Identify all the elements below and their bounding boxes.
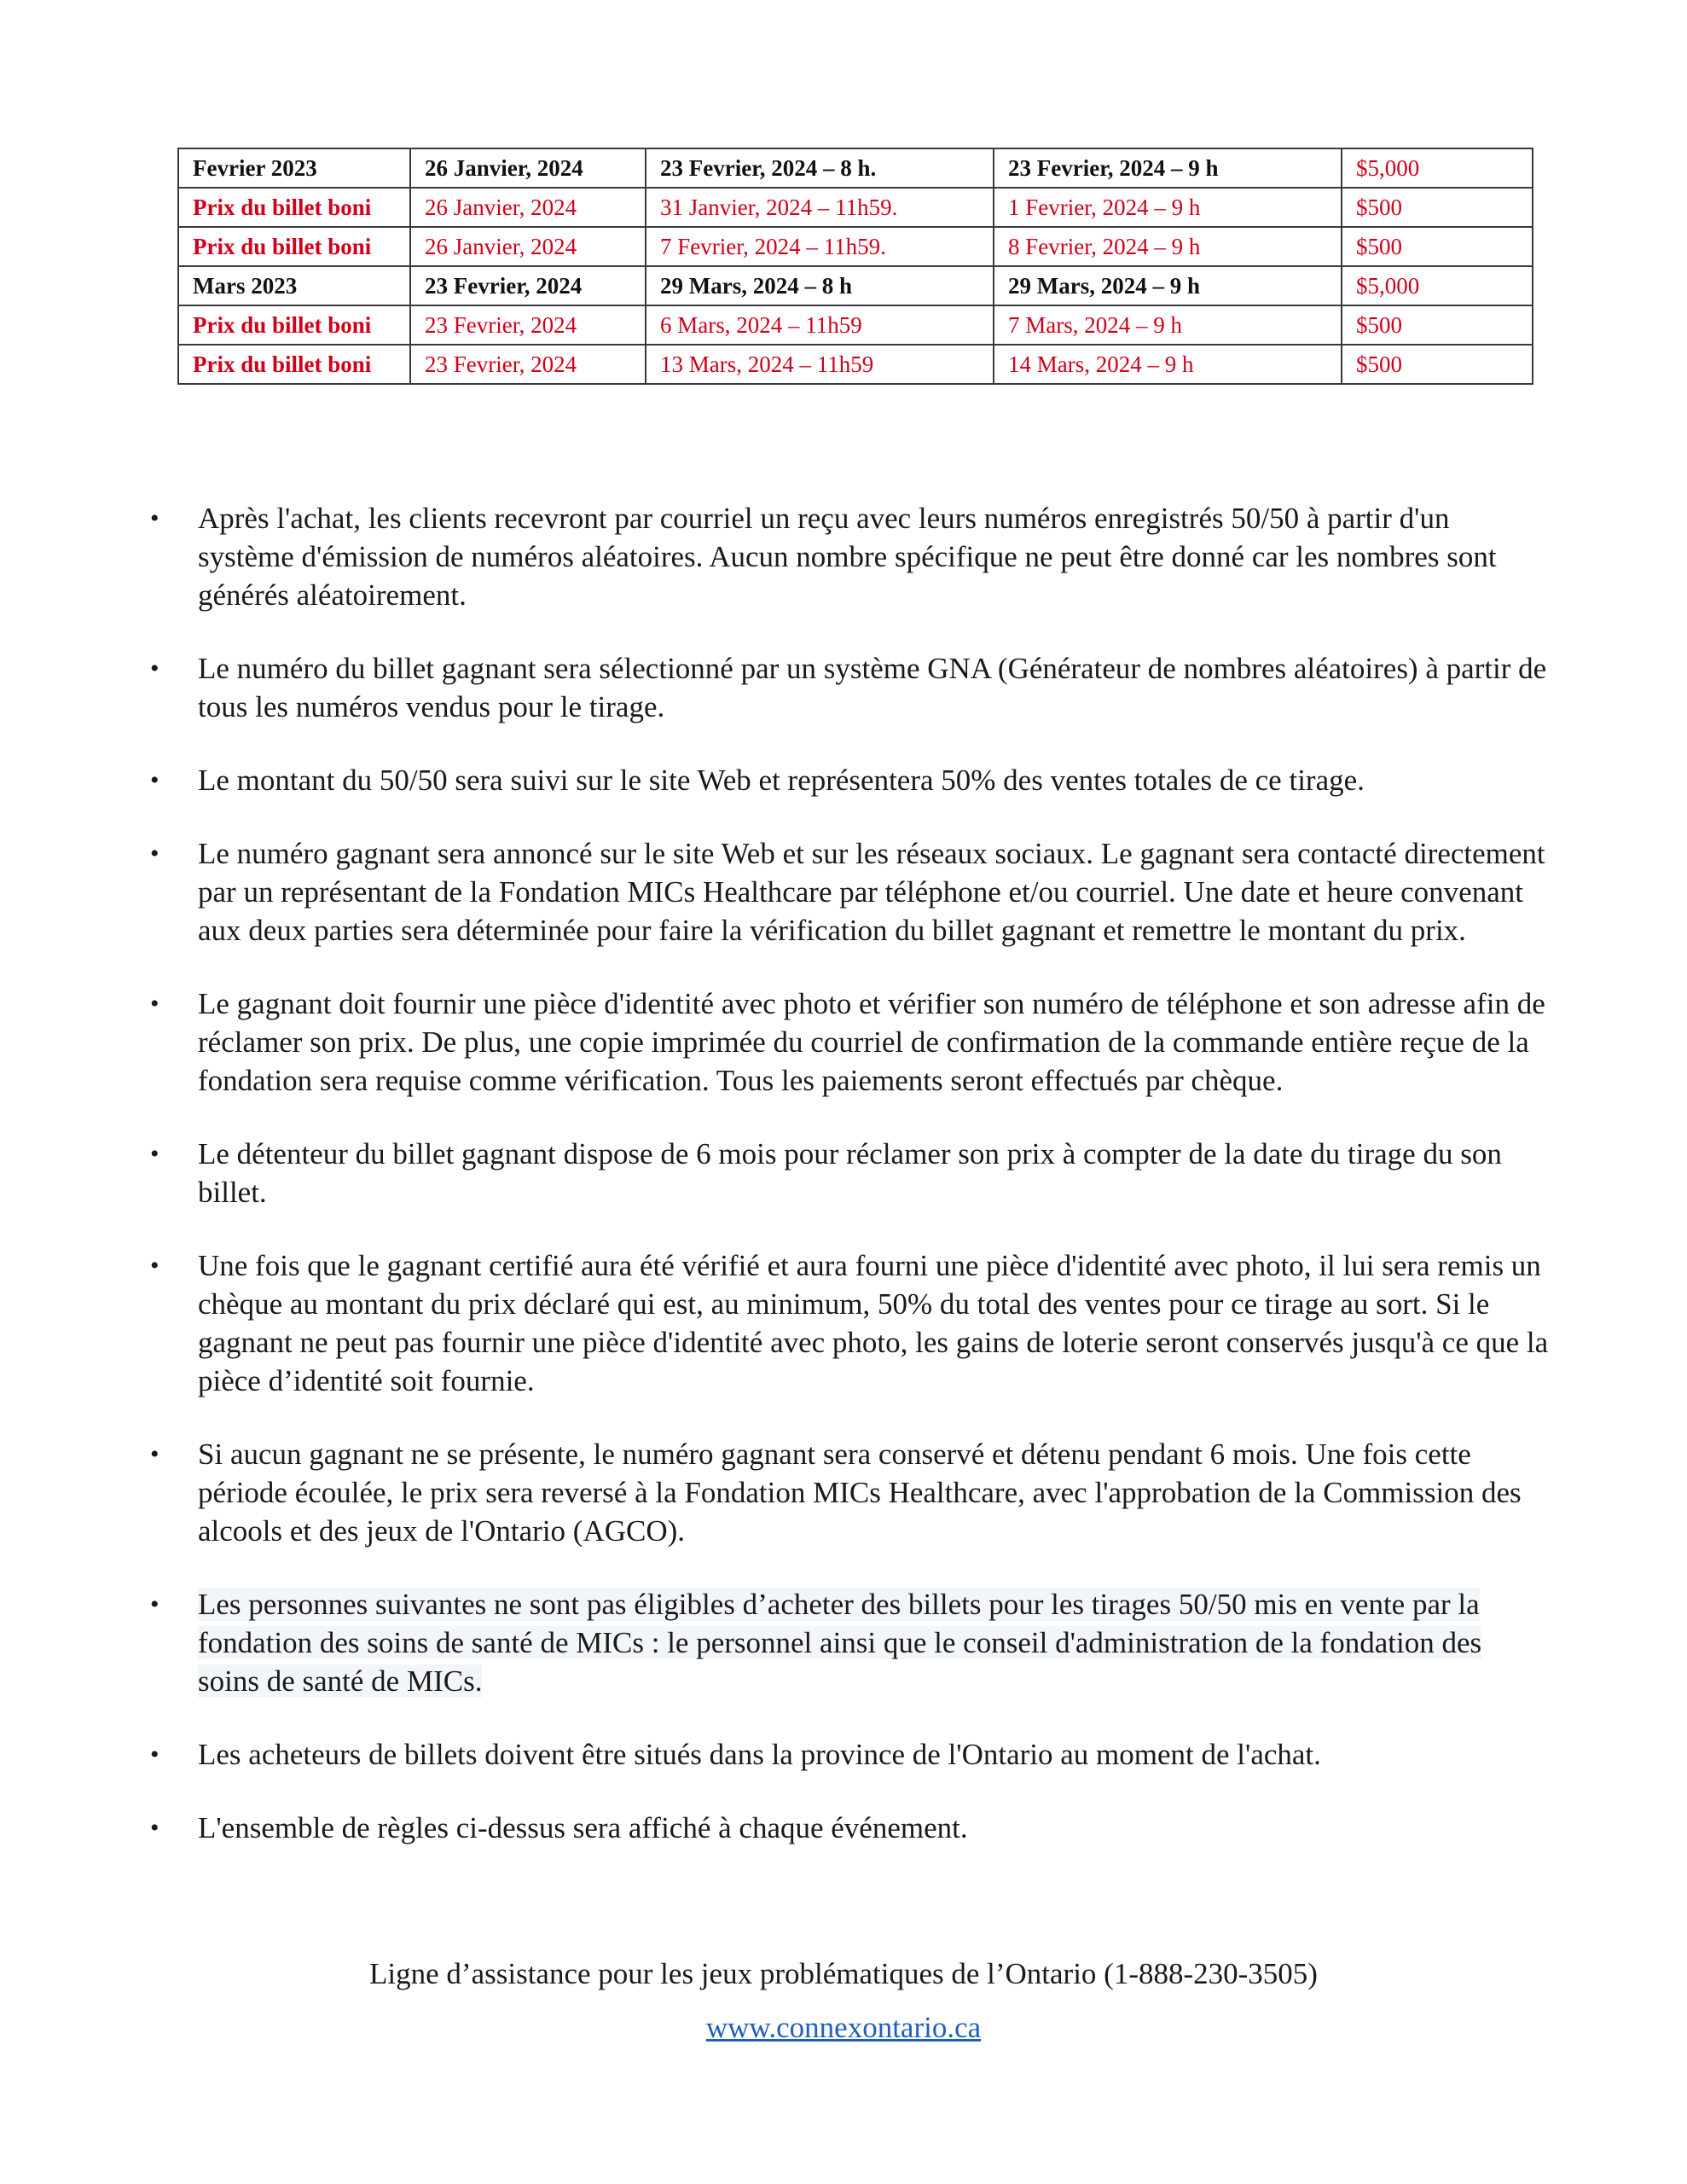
prize-amount-cell: $5,000 [1342, 148, 1533, 188]
draw-name-cell: Prix du billet boni [178, 345, 410, 384]
list-item [150, 1585, 1549, 1700]
table-row [178, 305, 1533, 345]
bullet-icon: • [150, 1440, 159, 1468]
draw-date-cell: 29 Mars, 2024 – 9 h [994, 266, 1342, 305]
sales-end-cell: 29 Mars, 2024 – 8 h [646, 266, 994, 305]
bullet-icon: • [150, 766, 159, 794]
draw-name-cell: Fevrier 2023 [178, 148, 410, 188]
draw-date-cell: 14 Mars, 2024 – 9 h [994, 345, 1342, 384]
draw-name-cell: Prix du billet boni [178, 188, 410, 227]
sales-end-cell: 13 Mars, 2024 – 11h59 [646, 345, 994, 384]
rules-list [150, 499, 1549, 1882]
rule-text: Si aucun gagnant ne se présente, le numéro gagnant sera conservé et détenu pendant 6 mois. Une fois cette période écoulée, le prix sera reversé à la Fondation MICs Healthcare, avec l'approbation de la Commission des alcools et des jeux de l'Ontario (AGCO). [198, 1438, 1522, 1548]
connexontario-link[interactable]: www.connexontario.ca [705, 2011, 982, 2044]
rule-text: Les personnes suivantes ne sont pas éligibles d’acheter des billets pour les tirages 50/50 mis en vente par la fondation des soins de santé de MICs : le personnel ainsi que le conseil d'administration de la fondation des soins de santé de MICs. [198, 1588, 1482, 1698]
list-item [150, 1809, 1549, 1847]
bullet-icon: • [150, 1590, 159, 1618]
bullet-icon: • [150, 1140, 159, 1168]
list-item [150, 985, 1549, 1100]
sales-end-cell: 31 Janvier, 2024 – 11h59. [646, 188, 994, 227]
list-item [150, 761, 1549, 799]
prize-amount-cell: $500 [1342, 188, 1533, 227]
list-item [150, 1435, 1549, 1550]
prize-amount-cell: $500 [1342, 345, 1533, 384]
bullet-icon: • [150, 839, 159, 868]
sales-start-cell: 23 Fevrier, 2024 [410, 305, 646, 345]
draw-date-cell: 8 Fevrier, 2024 – 9 h [994, 227, 1342, 266]
draw-date-cell: 1 Fevrier, 2024 – 9 h [994, 188, 1342, 227]
rule-text: Les acheteurs de billets doivent être situés dans la province de l'Ontario au moment de l'achat. [198, 1738, 1321, 1771]
sales-start-cell: 26 Janvier, 2024 [410, 227, 646, 266]
draw-date-cell: 23 Fevrier, 2024 – 9 h [994, 148, 1342, 188]
draw-name-cell: Mars 2023 [178, 266, 410, 305]
table-row [178, 148, 1533, 188]
rule-text: Le gagnant doit fournir une pièce d'identité avec photo et vérifier son numéro de téléphone et son adresse afin de réclamer son prix. De plus, une copie imprimée du courriel de confirmation de la commande entière reçue de la fondation sera requise comme vérification. Tous les paiements seront effectués par chèque. [198, 987, 1545, 1097]
sales-end-cell: 23 Fevrier, 2024 – 8 h. [646, 148, 994, 188]
rule-text: Le montant du 50/50 sera suivi sur le site Web et représentera 50% des ventes totales de ce tirage. [198, 764, 1365, 797]
table-row [178, 188, 1533, 227]
prize-amount-cell: $500 [1342, 227, 1533, 266]
rule-text: Une fois que le gagnant certifié aura été vérifié et aura fourni une pièce d'identité avec photo, il lui sera remis un chèque au montant du prix déclaré qui est, au minimum, 50% du total des ventes pour ce tirage au sort. Si le gagnant ne peut pas fournir une pièce d'identité avec photo, les gains de loterie seront conservés jusqu'à ce que la pièce d’identité soit fournie. [198, 1249, 1549, 1397]
list-item [150, 649, 1549, 726]
helpline-text: Ligne d’assistance pour les jeux problématiques de l’Ontario (1-888-230-3505) [369, 1957, 1318, 1990]
rule-text: L'ensemble de règles ci-dessus sera affiché à chaque événement. [198, 1811, 968, 1844]
rule-text: Après l'achat, les clients recevront par courriel un reçu avec leurs numéros enregistrés 50/50 à partir d'un système d'émission de numéros aléatoires. Aucun nombre spécifique ne peut être donné car les nombres sont générés aléatoirement. [198, 502, 1497, 612]
sales-end-cell: 6 Mars, 2024 – 11h59 [646, 305, 994, 345]
list-item [150, 1246, 1549, 1400]
prize-amount-cell: $500 [1342, 305, 1533, 345]
bullet-icon: • [150, 1740, 159, 1769]
sales-start-cell: 23 Fevrier, 2024 [410, 345, 646, 384]
draw-date-cell: 7 Mars, 2024 – 9 h [994, 305, 1342, 345]
list-item [150, 834, 1549, 950]
rule-text: Le numéro du billet gagnant sera sélectionné par un système GNA (Générateur de nombres aléatoires) à partir de tous les numéros vendus pour le tirage. [198, 652, 1547, 723]
prize-amount-cell: $5,000 [1342, 266, 1533, 305]
bullet-icon: • [150, 1814, 159, 1842]
draw-name-cell: Prix du billet boni [178, 305, 410, 345]
table-row [178, 227, 1533, 266]
rule-text: Le numéro gagnant sera annoncé sur le site Web et sur les réseaux sociaux. Le gagnant sera contacté directement par un représentant de la Fondation MICs Healthcare par téléphone et/ou courriel. Une date et heure convenant aux deux parties sera déterminée pour faire la vérification du billet gagnant et remettre le montant du prix. [198, 837, 1545, 947]
bullet-icon: • [150, 654, 159, 682]
draw-name-cell: Prix du billet boni [178, 227, 410, 266]
table-row [178, 345, 1533, 384]
bullet-icon: • [150, 504, 159, 532]
list-item [150, 499, 1549, 614]
list-item [150, 1135, 1549, 1211]
rule-text: Le détenteur du billet gagnant dispose de 6 mois pour réclamer son prix à compter de la date du tirage du son billet. [198, 1137, 1502, 1209]
bullet-icon: • [150, 990, 159, 1018]
bullet-icon: • [150, 1252, 159, 1280]
draw-schedule-table [177, 148, 1533, 385]
sales-end-cell: 7 Fevrier, 2024 – 11h59. [646, 227, 994, 266]
list-item [150, 1735, 1549, 1774]
table-row [178, 266, 1533, 305]
sales-start-cell: 26 Janvier, 2024 [410, 188, 646, 227]
sales-start-cell: 23 Fevrier, 2024 [410, 266, 646, 305]
sales-start-cell: 26 Janvier, 2024 [410, 148, 646, 188]
